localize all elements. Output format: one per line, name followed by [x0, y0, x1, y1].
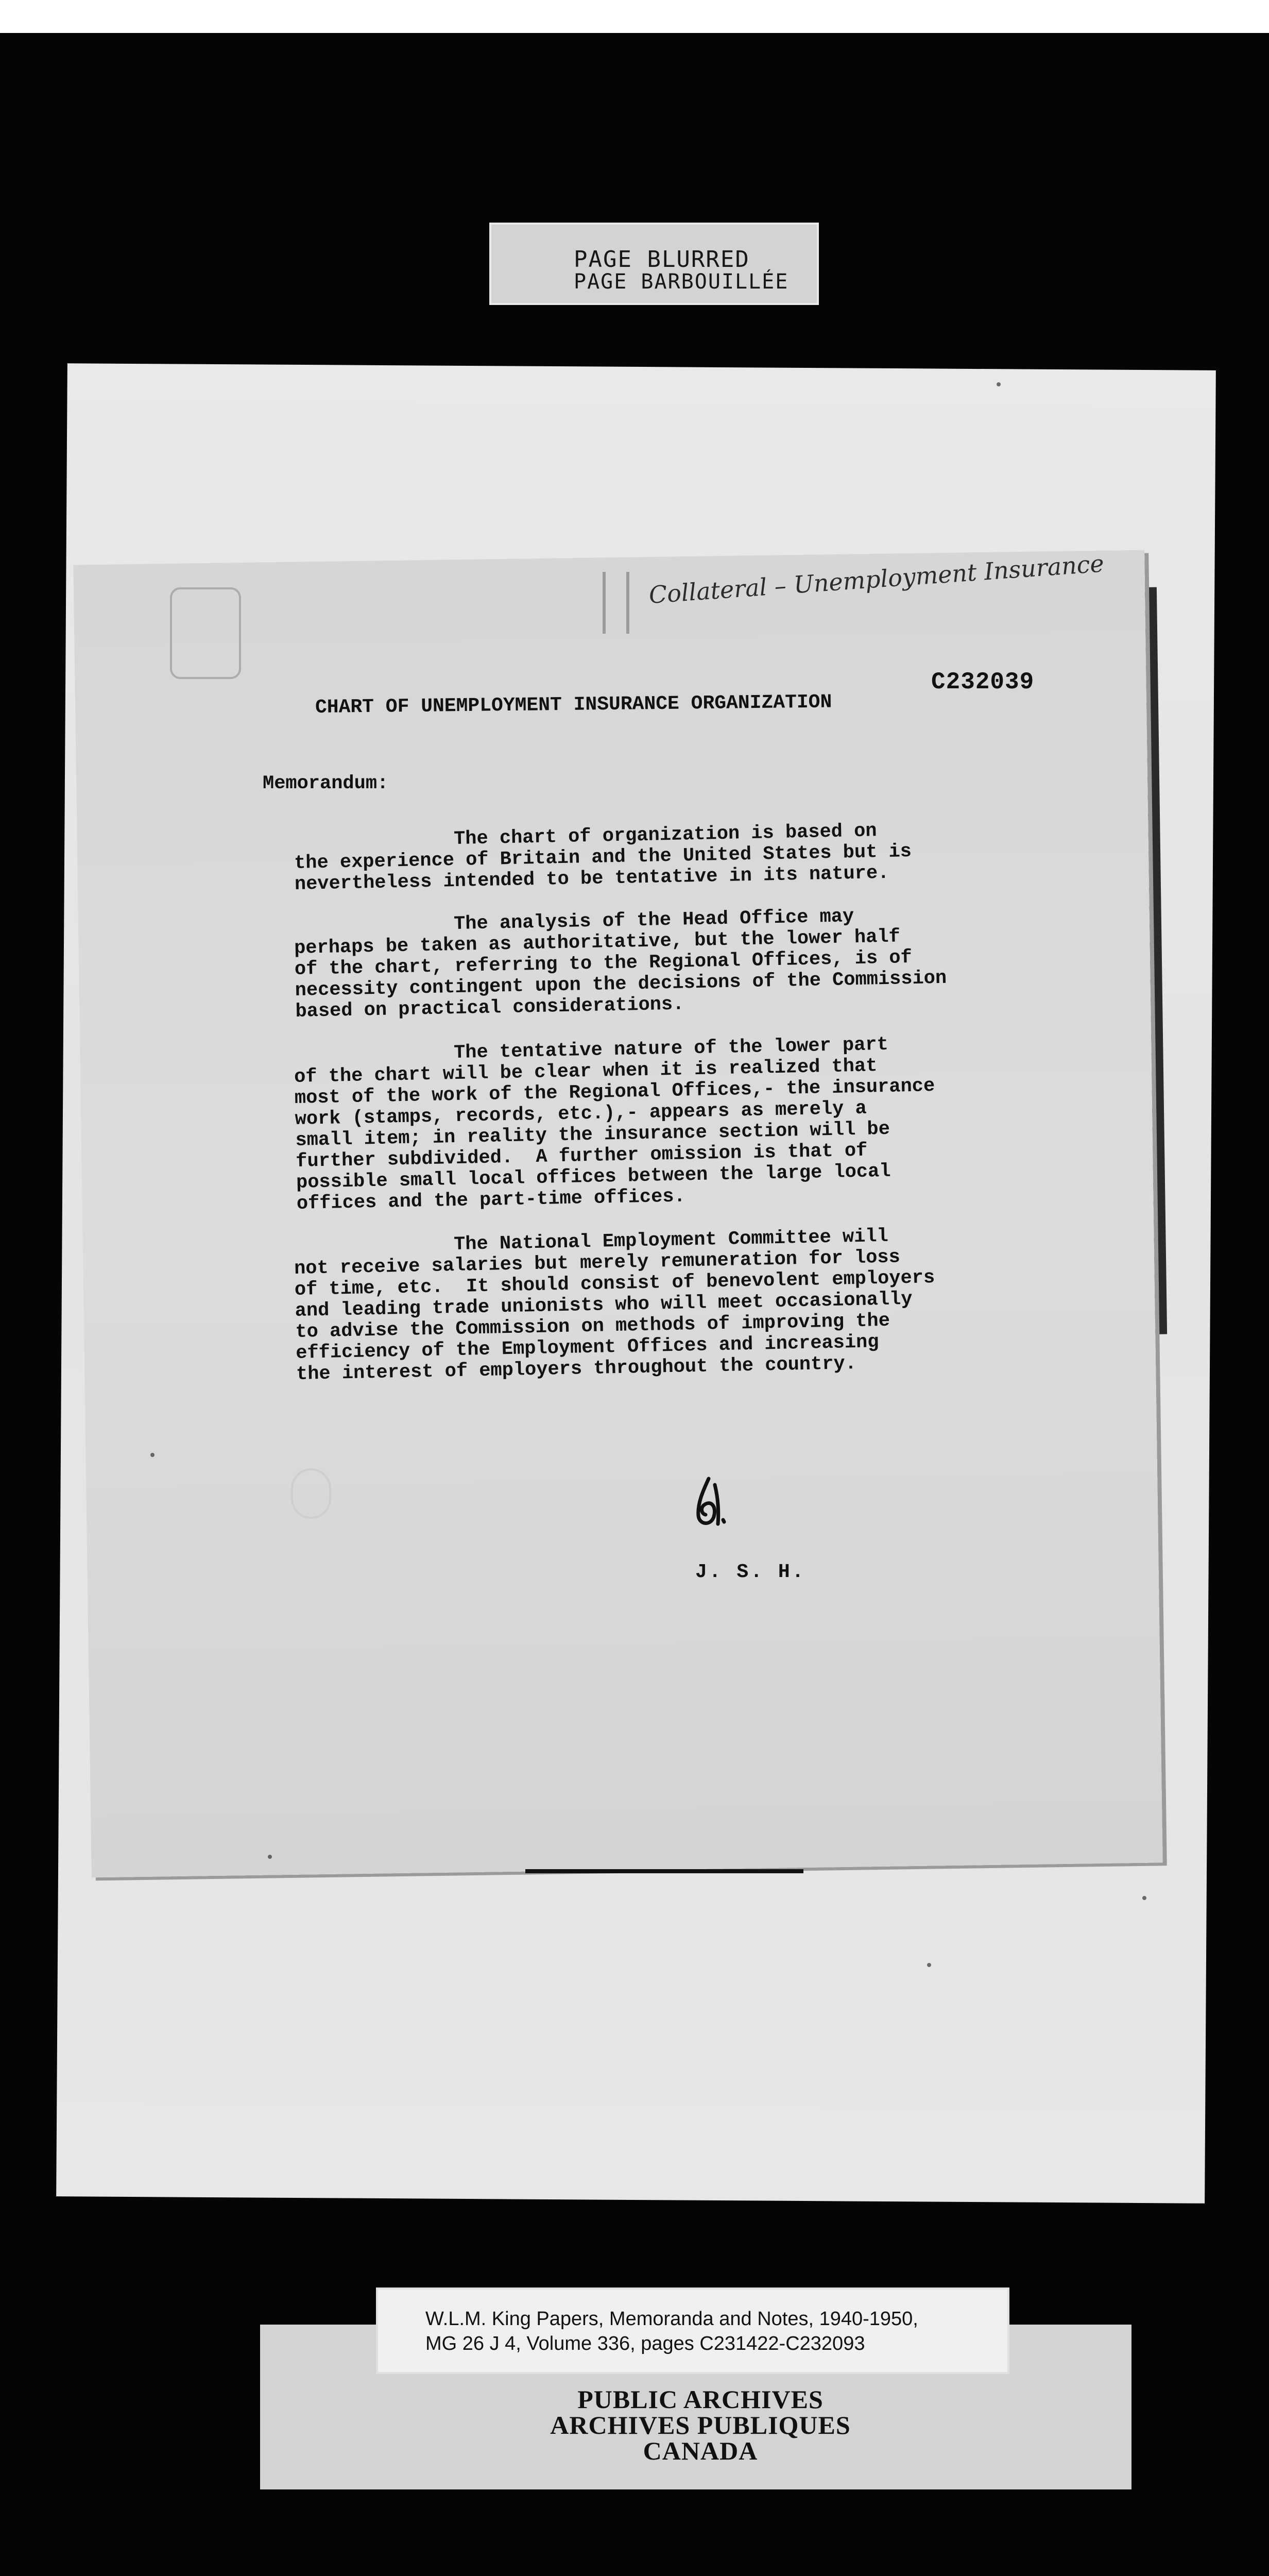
- signature-scribble: [688, 1475, 729, 1531]
- memorandum-page: [73, 550, 1162, 1878]
- page-bottom-edge: [525, 1869, 803, 1873]
- speck: [1142, 1896, 1146, 1900]
- speck: [150, 1453, 155, 1457]
- page-blurred-label: PAGE BLURRED: [574, 246, 750, 273]
- handwritten-note: Collateral – Unemployment Insurance: [648, 549, 1105, 609]
- speck: [268, 1855, 272, 1859]
- archive-reference-label: [376, 2287, 1009, 2374]
- paper-clip-mark: [170, 587, 241, 679]
- speck: [927, 1963, 931, 1967]
- staple-mark: [603, 572, 629, 634]
- memo-paragraph-2: The analysis of the Head Office may perhaps be taken as authoritative, but the lower half of the chart, referring to the Regional Offices, is of necessity contingent upon the decisions of the Commission based on practical considerations.: [293, 906, 947, 1023]
- memo-salutation: Memorandum:: [263, 773, 389, 794]
- page-title: CHART OF UNEMPLOYMENT INSURANCE ORGANIZATION: [315, 691, 832, 719]
- stamp-line-1: PUBLIC ARCHIVES: [577, 2385, 824, 2414]
- page-barbouillee-label: PAGE BARBOUILLÉE: [574, 270, 789, 294]
- top-white-strip: [0, 0, 1269, 33]
- memo-paragraph-4: The National Employment Committee will not receive salaries but merely remuneration for loss of time, etc. It should consist of benevolent employers and leading trade unionists who will meet occasionally to advise the Commission on methods of improving the efficiency of the Employment Offices and increasing the interest of employers throughout the country.: [293, 1225, 935, 1385]
- page-blurred-tag: [489, 223, 819, 305]
- memo-paragraph-1: The chart of organization is based on the experience of Britain and the United States but is nevertheless intended to be tentative in its nature.: [293, 820, 912, 895]
- stamp-line-2: ARCHIVES PUBLIQUES: [550, 2411, 851, 2439]
- reference-line-1: W.L.M. King Papers, Memoranda and Notes, 1940-1950,: [425, 2308, 918, 2330]
- faint-margin-mark: [291, 1468, 331, 1519]
- reference-line-2: MG 26 J 4, Volume 336, pages C231422-C232093: [425, 2333, 865, 2354]
- signature-initials: J. S. H.: [695, 1561, 806, 1583]
- stamp-line-3: CANADA: [643, 2436, 758, 2465]
- speck: [997, 382, 1001, 386]
- document-number: C232039: [931, 669, 1035, 696]
- public-archives-stamp: [515, 2386, 886, 2464]
- memo-paragraph-3: The tentative nature of the lower part of the chart will be clear when it is realized that most of the work of the Regional Offices,- the insurance work (stamps, records, etc.),- appears as merely a small item; in reality the insurance section will be further subdivided. A further omission is that of possible small local offices between the large local offices and the part-time offices.: [293, 1033, 935, 1215]
